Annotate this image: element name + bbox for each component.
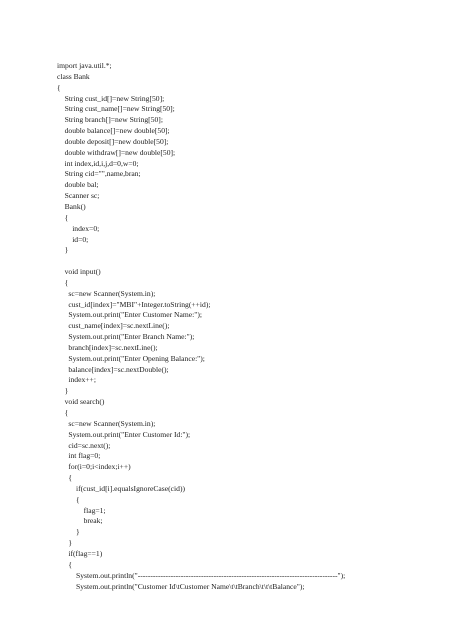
code-line: flag=1;: [57, 505, 106, 515]
code-line: System.out.println("-------------------------------------------------------------------------------");: [57, 570, 346, 580]
code-line: String cust_name[]=new String[50];: [57, 104, 175, 114]
code-line: cust_id[index]="MBI"+Integer.toString(++id);: [57, 299, 211, 309]
code-line: void input(): [57, 267, 101, 277]
code-line: index=0;: [57, 223, 100, 233]
code-line: class Bank: [57, 71, 90, 81]
code-line: {: [57, 559, 73, 569]
code-line: double bal;: [57, 180, 99, 190]
code-line: cust_name[index]=sc.nextLine();: [57, 321, 170, 331]
code-line: balance[index]=sc.nextDouble();: [57, 364, 169, 374]
code-line: }: [57, 245, 69, 255]
code-line: String cid="",name,bran;: [57, 169, 141, 179]
code-line: System.out.print("Enter Customer Name:");: [57, 310, 202, 320]
code-line: System.out.print("Enter Opening Balance:");: [57, 353, 205, 363]
java-source-code: [57, 61, 467, 592]
code-line: {: [57, 473, 73, 483]
code-line: int flag=0;: [57, 451, 101, 461]
code-line: {: [57, 408, 69, 417]
code-line: {: [57, 82, 61, 92]
code-line: break;: [57, 516, 103, 526]
code-line: cid=sc.next();: [57, 440, 111, 450]
code-line: int index,id,i,j,d=0,w=0;: [57, 158, 139, 168]
code-line: branch[index]=sc.nextLine();: [57, 342, 158, 352]
code-line: import java.util.*;: [57, 61, 112, 70]
code-line: if(cust_id[i].equalsIgnoreCase(cid)): [57, 483, 185, 493]
code-line: [57, 256, 467, 267]
code-line: System.out.print("Enter Customer Id:");: [57, 429, 191, 439]
code-line: double withdraw[]=new double[50];: [57, 147, 176, 157]
code-line: {: [57, 277, 69, 287]
code-line: }: [57, 386, 69, 396]
code-line: }: [57, 527, 80, 537]
code-line: Bank(): [57, 201, 86, 211]
code-line: index++;: [57, 375, 96, 385]
code-line: System.out.print("Enter Branch Name:");: [57, 332, 195, 342]
code-line: id=0;: [57, 234, 89, 244]
code-line: {: [57, 494, 80, 504]
code-line: sc=new Scanner(System.in);: [57, 418, 156, 428]
code-line: {: [57, 212, 69, 222]
code-line: }: [57, 538, 73, 548]
code-line: String branch[]=new String[50];: [57, 115, 163, 125]
code-line: double balance[]=new double[50];: [57, 126, 170, 136]
code-line: if(flag==1): [57, 548, 103, 558]
code-line: Scanner sc;: [57, 191, 100, 201]
code-line: double deposit[]=new double[50];: [57, 136, 169, 146]
code-line: for(i=0;i<index;i++): [57, 462, 131, 472]
code-line: String cust_id[]=new String[50];: [57, 93, 165, 103]
code-line: sc=new Scanner(System.in);: [57, 288, 156, 298]
code-line: System.out.println("Customer Id\tCustomer Name\t\tBranch\t\t\tBalance");: [57, 581, 305, 591]
code-line: void search(): [57, 397, 105, 407]
